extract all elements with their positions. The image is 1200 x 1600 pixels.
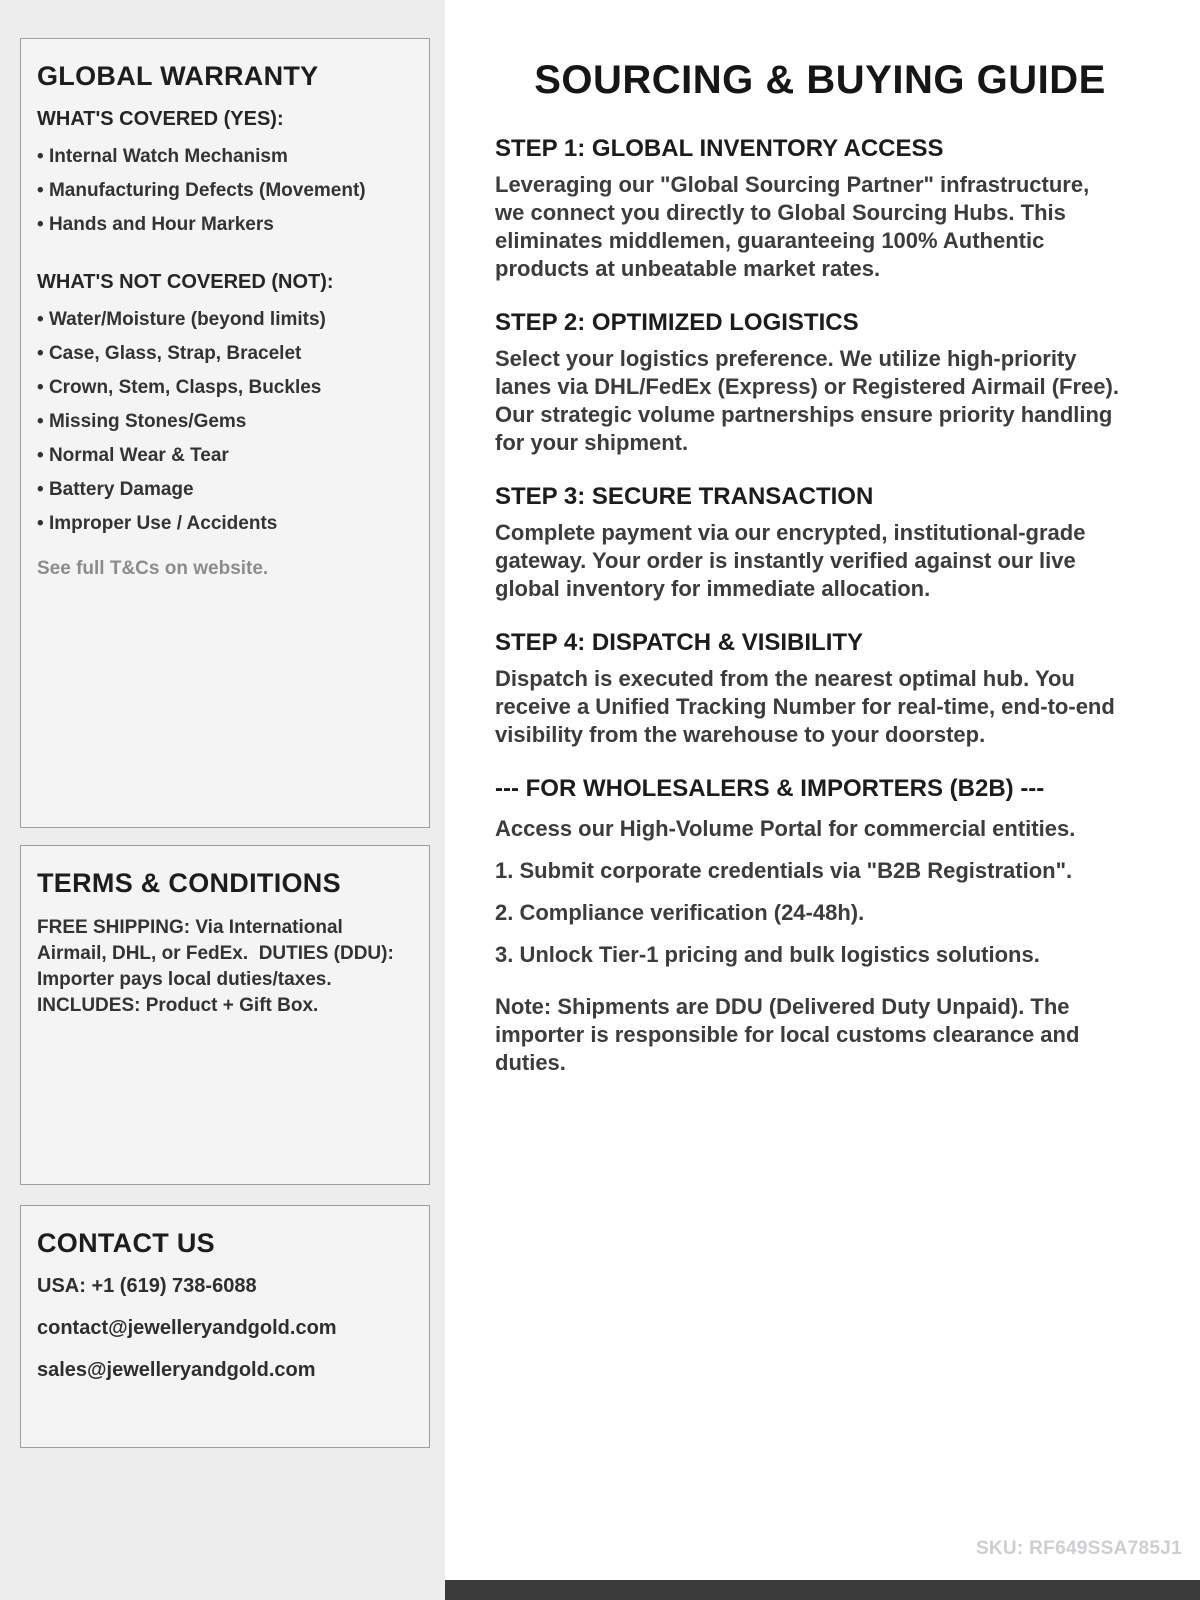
step-2-section bbox=[495, 309, 1120, 457]
step-1-section bbox=[495, 135, 1120, 283]
step-3-heading: STEP 3: SECURE TRANSACTION bbox=[495, 483, 874, 510]
list-item: • Case, Glass, Strap, Bracelet bbox=[37, 344, 411, 364]
b2b-intro: Access our High-Volume Portal for commercial entities. bbox=[495, 816, 1076, 841]
list-item: • Battery Damage bbox=[37, 480, 411, 500]
contact-title: CONTACT US bbox=[37, 1228, 215, 1258]
bottom-bar bbox=[445, 1580, 1200, 1600]
step-3-body: Complete payment via our encrypted, institutional-grade gateway. Your order is instantly verified against our live global inventory for immediate allocation. bbox=[495, 520, 1086, 601]
step-2-body: Select your logistics preference. We utilize high-priority lanes via DHL/FedEx (Express) or Registered Airmail (Free). Our strategic volume partnerships ensure priority handling for your shipment. bbox=[495, 346, 1119, 455]
contact-email-primary: contact@jewelleryandgold.com bbox=[37, 1317, 337, 1339]
warranty-footnote: See full T&Cs on website. bbox=[37, 558, 269, 579]
step-3-section bbox=[495, 483, 1120, 603]
step-4-body: Dispatch is executed from the nearest optimal hub. You receive a Unified Tracking Number for real-time, end-to-end visibility from the warehouse to your doorstep. bbox=[495, 666, 1115, 747]
warranty-covered-title: WHAT'S COVERED (YES): bbox=[37, 108, 284, 130]
main-content bbox=[445, 0, 1200, 1600]
b2b-step-1: 1. Submit corporate credentials via "B2B Registration". bbox=[495, 858, 1073, 883]
b2b-step-3: 3. Unlock Tier-1 pricing and bulk logistics solutions. bbox=[495, 942, 1040, 967]
step-1-heading: STEP 1: GLOBAL INVENTORY ACCESS bbox=[495, 135, 944, 162]
step-4-section bbox=[495, 629, 1120, 749]
list-item: • Manufacturing Defects (Movement) bbox=[37, 181, 411, 201]
warranty-title: GLOBAL WARRANTY bbox=[37, 61, 319, 91]
sidebar bbox=[0, 0, 445, 1600]
step-4-heading: STEP 4: DISPATCH & VISIBILITY bbox=[495, 629, 864, 656]
list-item: • Hands and Hour Markers bbox=[37, 215, 411, 235]
list-item: • Normal Wear & Tear bbox=[37, 446, 411, 466]
guide-content bbox=[495, 135, 1120, 1077]
b2b-note: Note: Shipments are DDU (Delivered Duty Unpaid). The importer is responsible for local customs clearance and duties. bbox=[495, 994, 1080, 1075]
spacer bbox=[37, 249, 411, 271]
warranty-not-covered-title: WHAT'S NOT COVERED (NOT): bbox=[37, 271, 334, 293]
list-item: • Improper Use / Accidents bbox=[37, 514, 411, 534]
terms-title: TERMS & CONDITIONS bbox=[37, 868, 341, 898]
warranty-not-covered-list bbox=[37, 310, 411, 534]
step-1-body: Leveraging our "Global Sourcing Partner" infrastructure, we connect you directly to Global Sourcing Hubs. This eliminates middlemen, guaranteeing 100% Authentic products at unbeatable market rates. bbox=[495, 172, 1090, 281]
terms-body: FREE SHIPPING: Via International Airmail, DHL, or FedEx. DUTIES (DDU): Importer pays local duties/taxes. INCLUDES: Product + Gift Box. bbox=[37, 917, 400, 1016]
list-item: • Internal Watch Mechanism bbox=[37, 147, 411, 167]
terms-panel bbox=[20, 845, 430, 1185]
b2b-section bbox=[495, 775, 1120, 1077]
warranty-covered-list bbox=[37, 147, 411, 235]
b2b-heading: --- FOR WHOLESALERS & IMPORTERS (B2B) --- bbox=[495, 775, 1045, 802]
list-item: • Missing Stones/Gems bbox=[37, 412, 411, 432]
b2b-step-2: 2. Compliance verification (24-48h). bbox=[495, 900, 865, 925]
step-2-heading: STEP 2: OPTIMIZED LOGISTICS bbox=[495, 309, 859, 336]
warranty-panel bbox=[20, 38, 430, 828]
contact-email-sales: sales@jewelleryandgold.com bbox=[37, 1359, 316, 1381]
contact-panel bbox=[20, 1205, 430, 1448]
list-item: • Water/Moisture (beyond limits) bbox=[37, 310, 411, 330]
contact-phone: USA: +1 (619) 738-6088 bbox=[37, 1275, 257, 1297]
page-title: SOURCING & BUYING GUIDE bbox=[534, 58, 1106, 102]
sku-label: SKU: RF649SSA785J1 bbox=[975, 1538, 1182, 1559]
list-item: • Crown, Stem, Clasps, Buckles bbox=[37, 378, 411, 398]
